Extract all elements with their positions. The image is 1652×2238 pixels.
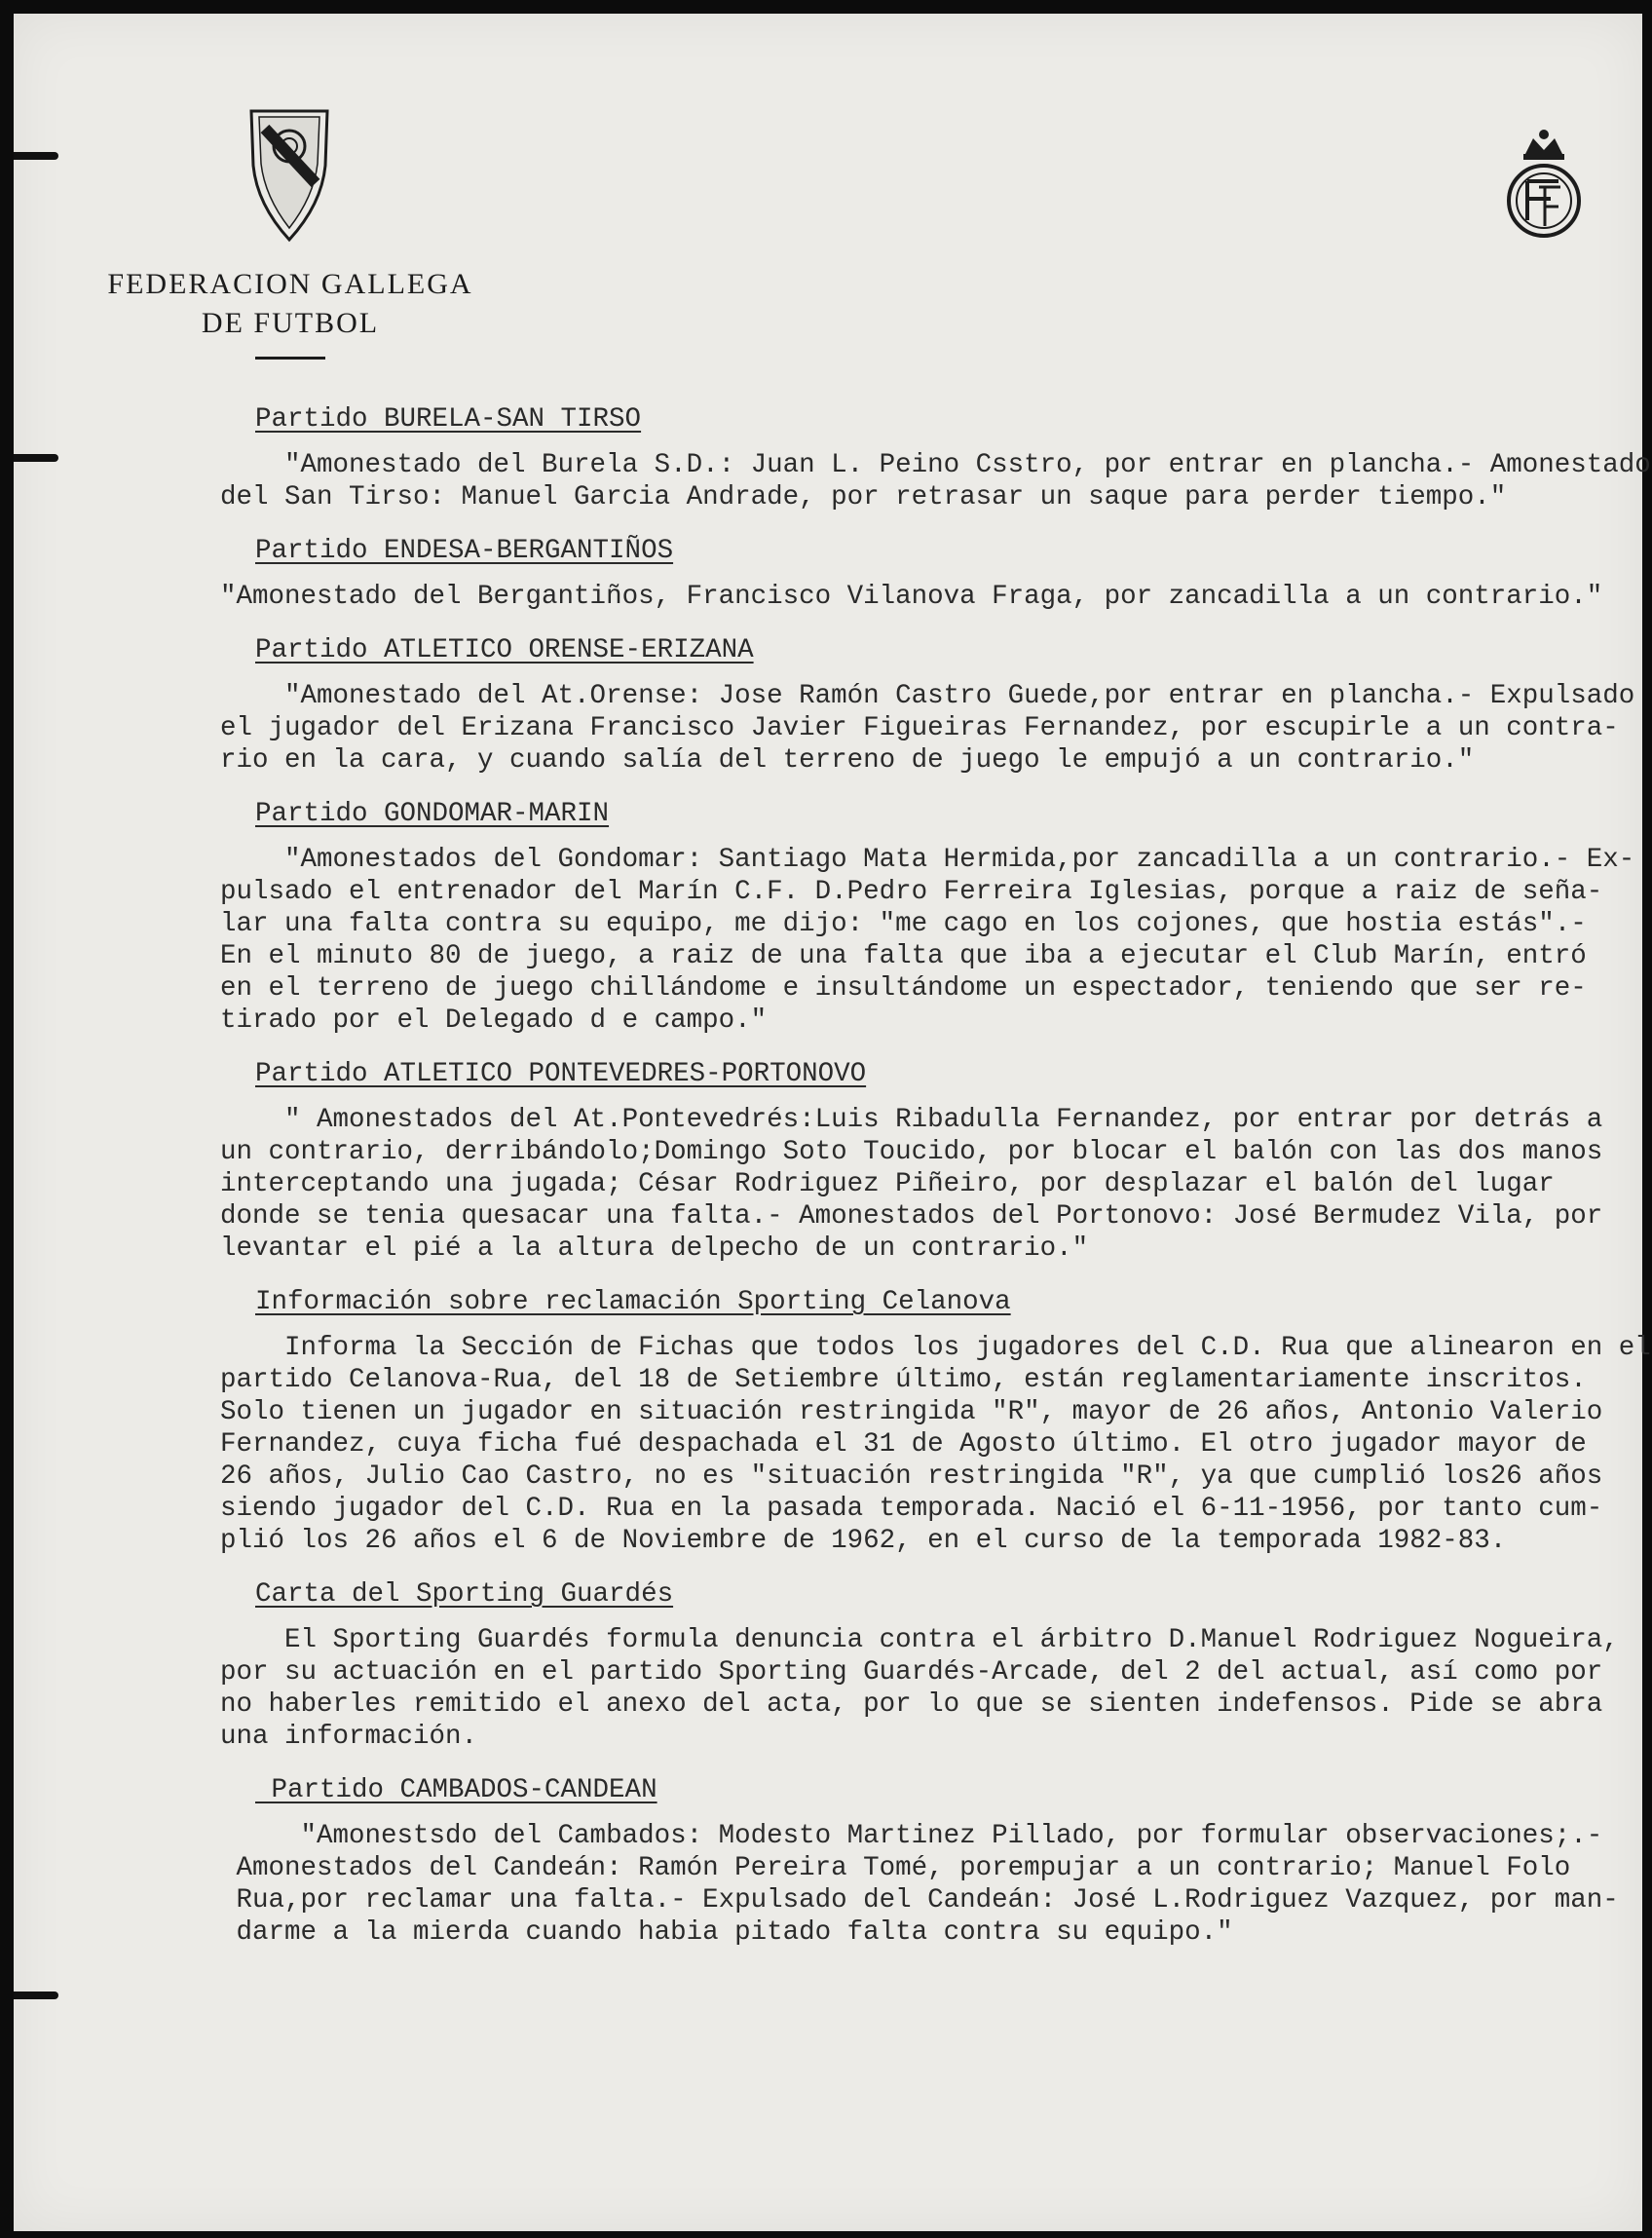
section-text: "Amonestado del At.Orense: Jose Ramón Castro Guede,por entrar en plancha.- Expulsado el jugador del Erizana Francisco Javier Figueiras Fernandez, por escupirle a un contra- rio en la cara, y cuando salía del terreno de juego le empujó a un contrario." [220, 681, 1635, 776]
punch-hole [14, 152, 58, 160]
section-text: "Amonestados del Gondomar: Santiago Mata Hermida,por zancadilla a un contrario.- Ex- pulsado el entrenador del Marín C.F. D.Pedro Ferreira Iglesias, porque a raiz de seña- lar una falta contra su equipo, me dijo: "me cago en los cojones, que hostia estás".- En el minuto 80 de juego, a raiz de una falta que iba a ejecutar el Club Marín, entró en el terreno de juego chillándome e insultándome un espectador, teniendo que ser re- tirado por el Delegado d e campo." [220, 845, 1635, 1036]
royal-federation-emblem [1504, 127, 1584, 244]
punch-hole [14, 1991, 58, 1999]
letterhead-line2: DE FUTBOL [201, 307, 380, 339]
section-heading: Información sobre reclamación Sporting Celanova [255, 1287, 1011, 1317]
section-heading: Partido ATLETICO PONTEVEDRES-PORTONOVO [255, 1059, 867, 1089]
section-gondomar-marin [220, 798, 1642, 1037]
section-text: "Amonestado del Burela S.D.: Juan L. Peino Csstro, por entrar en plancha.- Amonestado del San Tirso: Manuel Garcia Andrade, por retrasar un saque para perder tiempo." [220, 450, 1651, 512]
section-heading: Carta del Sporting Guardés [255, 1579, 674, 1610]
section-text: "Amonestsdo del Cambados: Modesto Martinez Pillado, por formular observaciones;.- Amonestados del Candeán: Ramón Pereira Tomé, porempujar a un contrario; Manuel Folo Rua,por reclamar una falta.- Expulsado del Candeán: José L.Rodriguez Vazquez, por man- darme a la mierda cuando habia pitado falta contra su equipo." [236, 1821, 1619, 1948]
document-page [14, 14, 1651, 2231]
section-text: "Amonestado del Bergantiños, Francisco Vilanova Fraga, por zancadilla a un contrario." [220, 582, 1603, 612]
section-heading: Partido ENDESA-BERGANTIÑOS [255, 536, 674, 566]
section-text: " Amonestados del At.Pontevedrés:Luis Ribadulla Fernandez, por entrar por detrás a un contrario, derribándolo;Domingo Soto Toucido, por blocar el balón con las dos manos interceptando una jugada; César Rodriguez Piñeiro, por desplazar el balón del lugar donde se tenia quesacar una falta.- Amonestados del Portonovo: José Bermudez Vila, por levantar el pié a la altura delpecho de un contrario." [220, 1105, 1603, 1264]
section-heading: Partido BURELA-SAN TIRSO [255, 404, 642, 435]
section-heading: Partido ATLETICO ORENSE-ERIZANA [255, 635, 754, 665]
section-text: Informa la Sección de Fichas que todos los jugadores del C.D. Rua que alinearon en el partido Celanova-Rua, del 18 de Setiembre último, están reglamentariamente inscritos. Solo tienen un jugador en situación restringida "R", mayor de 26 años, Antonio Valerio Fernandez, cuya ficha fué despachada el 31 de Agosto último. El otro jugador mayor de 26 años, Julio Cao Castro, no es "situación restringida "R", ya que cumplió los26 años siendo jugador del C.D. Rua en la pasada temporada. Nació el 6-11-1956, por tanto cum- plió los 26 años el 6 de Noviembre de 1962, en el curso de la temporada 1982-83. [220, 1333, 1651, 1556]
section-text: El Sporting Guardés formula denuncia contra el árbitro D.Manuel Rodriguez Nogueira, por su actuación en el partido Sporting Guardés-Arcade, del 2 del actual, así como por no haberles remitido el anexo del acta, por lo que se sienten indefensos. Pide se abra una información. [220, 1625, 1619, 1752]
section-sporting-guardes [220, 1578, 1642, 1753]
letterhead-rule [255, 357, 325, 360]
section-pontevedres-portonovo [220, 1058, 1642, 1265]
punch-hole [14, 454, 58, 462]
document-body [220, 403, 1651, 1970]
section-atletico-orense-erizana [220, 634, 1642, 777]
section-burela-san-tirso [220, 403, 1651, 513]
letterhead [86, 265, 495, 360]
section-cambados-candean [220, 1774, 1642, 1949]
section-sporting-celanova [220, 1286, 1651, 1557]
federation-crest-logo [247, 107, 331, 244]
letterhead-line1: FEDERACION GALLEGA [107, 268, 473, 300]
section-endesa-bergantinos [220, 535, 1642, 613]
section-heading: Partido GONDOMAR-MARIN [255, 799, 610, 829]
section-heading: Partido CAMBADOS-CANDEAN [255, 1775, 657, 1805]
